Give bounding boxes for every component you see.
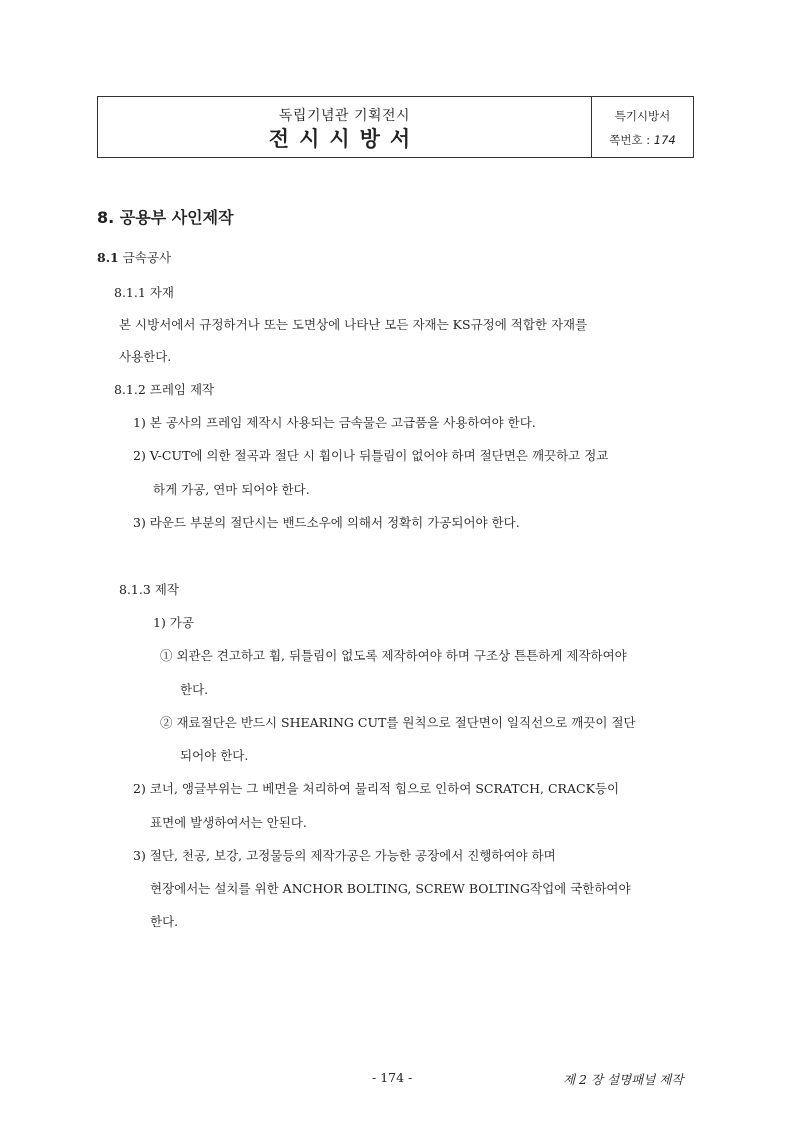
list-item: 2) V-CUT에 의한 절곡과 절단 시 휨이나 뒤틀림이 없어야 하며 절단면은 깨끗하고 정교 [133,448,609,463]
header-side-cell [592,97,693,157]
header-title: 전시시방서 [268,127,421,151]
subsection-8-1-3: 8.1.3 제작 [119,582,179,597]
list-item-continuation: 현장에서는 설치를 위한 ANCHOR BOLTING, SCREW BOLTING작업에 국한하여야 [150,881,631,896]
list-item: 3) 라운드 부분의 절단시는 밴드소우에 의해서 정확히 가공되어야 한다. [133,515,520,530]
spec-type-label: 특기시방서 [614,109,671,123]
document-header [97,96,694,158]
list-subitem: ② 재료절단은 반드시 SHEARING CUT를 원칙으로 절단면이 일직선으로 깨끗이 절단 [160,715,636,730]
subsection-8-1-number: 8.1 [97,250,119,265]
list-subitem-continuation: 한다. [180,682,209,697]
list-subitem: ① 외관은 견고하고 휨, 뒤틀림이 없도록 제작하여야 하며 구조상 튼튼하게 제작하여야 [160,648,627,663]
paragraph-line: 사용한다. [119,349,172,364]
list-item: 1) 본 공사의 프레임 제작시 사용되는 금속물은 고급품을 사용하여야 한다. [133,415,536,430]
subsection-8-1-1: 8.1.1 자재 [114,285,174,300]
subsection-8-1 [97,248,171,266]
footer-chapter-title: 제 2 장 설명패널 제작 [563,1072,684,1087]
list-subitem-continuation: 되어야 한다. [180,748,249,763]
header-title-cell [98,97,592,157]
list-item: 3) 절단, 천공, 보강, 고정물등의 제작가공은 가능한 공장에서 진행하여야 하며 [133,848,556,863]
subsection-8-1-text: 금속공사 [118,250,172,265]
section-title: 8. 공용부 사인제작 [97,208,234,227]
page-number-label [592,132,693,148]
subsection-8-1-2: 8.1.2 프레임 제작 [114,382,215,397]
list-item: 2) 코너, 앵글부위는 그 베면을 처리하여 물리적 힘으로 인하여 SCRATCH, CRACK등이 [133,781,620,796]
footer-page-number: - 174 - [372,1070,413,1085]
list-item: 1) 가공 [153,615,194,630]
page-number-prefix: 쪽번호 : [609,133,654,147]
list-item-continuation: 하게 가공, 연마 되어야 한다. [153,482,310,497]
header-subtitle: 독립기념관 기획전시 [278,108,411,124]
list-item-continuation: 한다. [150,914,179,929]
paragraph-line: 본 시방서에서 규정하거나 또는 도면상에 나타난 모든 자재는 KS규정에 적합한 자재를 [119,317,588,332]
list-item-continuation: 표면에 발생하여서는 안된다. [150,815,307,830]
page-number: 174 [653,133,676,147]
